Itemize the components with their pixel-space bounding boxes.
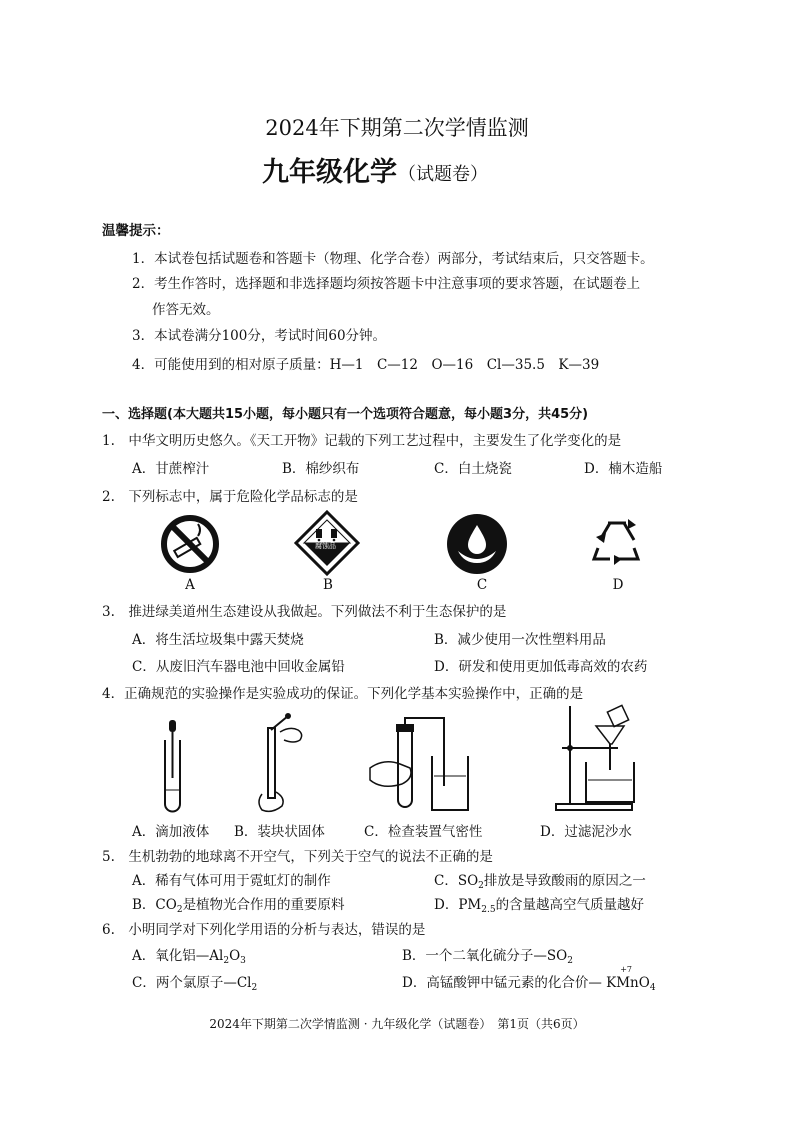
q6-option-d[interactable]: D．高锰酸钾中锰元素的化合价— KMn +7 $O_4$ bbox=[402, 965, 656, 993]
airtightness-apparatus-icon[interactable] bbox=[366, 716, 476, 814]
page-footer: 2024年下期第二次学情监测 · 九年级化学（试题卷） 第1页（共6页） bbox=[209, 1017, 585, 1031]
q3-option-b[interactable]: B．减少使用一次性塑料用品 bbox=[434, 632, 606, 648]
tip-1: 1．本试卷包括试题卷和答题卡（物理、化学合卷）两部分，考试结束后，只交答题卡。 bbox=[132, 251, 654, 267]
q5-option-a[interactable]: A．稀有气体可用于霓虹灯的制作 bbox=[132, 873, 331, 889]
tips-heading: 温馨提示： bbox=[102, 223, 170, 239]
sign-label-b: B bbox=[323, 577, 333, 593]
q1-option-c[interactable]: C．白土烧瓷 bbox=[434, 461, 512, 477]
q3-stem: 3. 推进绿美道州生态建设从我做起。下列做法不利于生态保护的是 bbox=[102, 604, 507, 620]
q3-option-a[interactable]: A．将生活垃圾集中露天焚烧 bbox=[132, 632, 304, 648]
tip-3: 3．本试卷满分100分，考试时间60分钟。 bbox=[132, 328, 387, 344]
q6-stem: 6. 小明同学对下列化学用语的分析与表达，错误的是 bbox=[102, 922, 426, 938]
dropper-apparatus-icon[interactable] bbox=[155, 718, 191, 814]
exam-title: 2024年下期第二次学情监测 bbox=[265, 116, 529, 140]
q5-option-b[interactable]: B．$CO_2$是植物光合作用的重要原料 bbox=[132, 897, 345, 915]
recycling-sign-icon[interactable] bbox=[588, 515, 646, 571]
q1-option-b[interactable]: B．棉纱织布 bbox=[282, 461, 360, 477]
q6-option-b[interactable]: B．一个二氧化硫分子$—SO_2$ bbox=[402, 948, 573, 966]
sign-label-a: A bbox=[185, 577, 195, 593]
q6-option-a[interactable]: A．氧化铝$—Al_2O_3$ bbox=[132, 948, 246, 966]
sign-label-d: D bbox=[612, 577, 624, 593]
q4-option-a[interactable]: A．滴加液体 bbox=[132, 824, 210, 840]
block-solid-apparatus-icon[interactable] bbox=[244, 712, 306, 814]
subject-subtitle: （试题卷） bbox=[398, 164, 488, 185]
q3-option-d[interactable]: D．研发和使用更加低毒高效的农药 bbox=[434, 659, 648, 675]
tip-4: 4．可能使用到的相对原子质量：H—1 C—12 O—16 Cl—35.5 K—39 bbox=[132, 357, 600, 373]
q2-stem: 2. 下列标志中，属于危险化学品标志的是 bbox=[102, 489, 358, 505]
q5-option-c[interactable]: C．$SO_2$排放是导致酸雨的原因之一 bbox=[434, 873, 646, 891]
q1-stem: 1. 中华文明历史悠久。《天工开物》记载的下列工艺过程中，主要发生了化学变化的是 bbox=[102, 433, 622, 449]
q3-option-c[interactable]: C．从废旧汽车器电池中回收金属铅 bbox=[132, 659, 345, 675]
q6-option-c[interactable]: C．两个氯原子$—Cl_2$ bbox=[132, 975, 258, 993]
corrosive-sign-text: 腐蚀品 bbox=[315, 542, 336, 550]
q4-option-c[interactable]: C．检查装置气密性 bbox=[364, 824, 483, 840]
q1-option-a[interactable]: A．甘蔗榨汁 bbox=[132, 461, 210, 477]
filtration-apparatus-icon[interactable] bbox=[552, 704, 642, 814]
kmno4-formula: KMn +7 $O_4$ bbox=[606, 965, 656, 993]
q4-option-d[interactable]: D．过滤泥沙水 bbox=[540, 824, 632, 840]
q4-option-b[interactable]: B．装块状固体 bbox=[234, 824, 325, 840]
subject-title: 九年级化学 bbox=[262, 157, 397, 188]
sign-label-c: C bbox=[476, 577, 488, 593]
tip-2-cont: 作答无效。 bbox=[152, 302, 220, 318]
q5-option-d[interactable]: D．$PM_{2.5}$的含量越高空气质量越好 bbox=[434, 897, 645, 915]
q5-stem: 5. 生机勃勃的地球离不开空气，下列关于空气的说法不正确的是 bbox=[102, 849, 493, 865]
q4-stem: 4．正确规范的实验操作是实验成功的保证。下列化学基本实验操作中，正确的是 bbox=[102, 686, 584, 702]
water-saving-sign-icon[interactable] bbox=[446, 513, 508, 575]
tip-2: 2．考生作答时，选择题和非选择题均须按答题卡中注意事项的要求答题，在试题卷上 bbox=[132, 276, 641, 292]
no-smoking-sign-icon[interactable] bbox=[160, 514, 220, 574]
section-heading: 一、选择题(本大题共15小题，每小题只有一个选项符合题意，每小题3分，共45分) bbox=[102, 407, 589, 422]
q1-option-d[interactable]: D．楠木造船 bbox=[584, 461, 663, 477]
